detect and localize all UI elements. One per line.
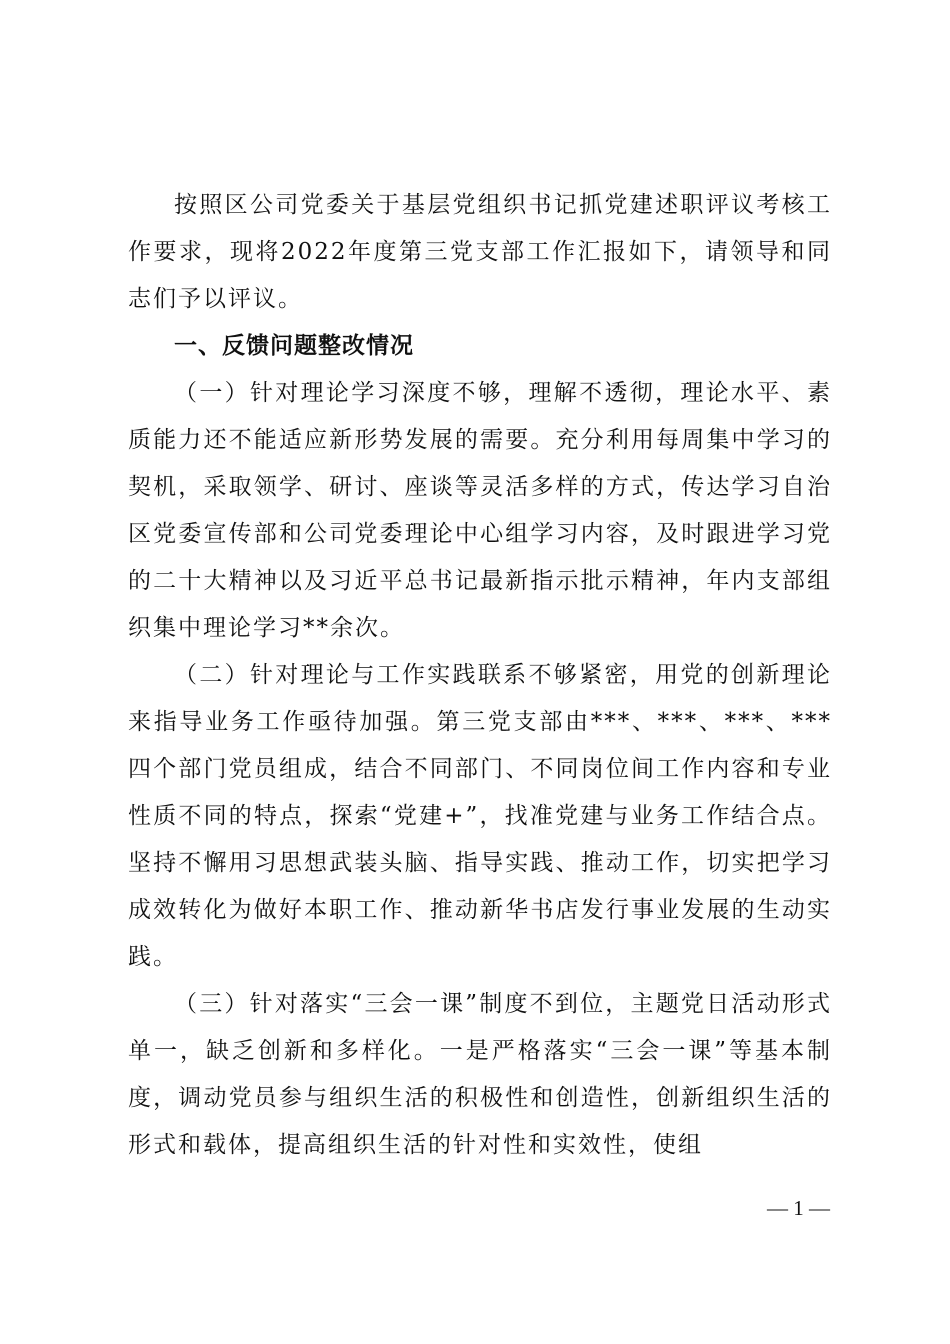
paragraph-3: （三）针对落实“三会一课”制度不到位，主题党日活动形式单一，缺乏创新和多样化。一是严格落实“三会一课”等基本制度，调动党员参与组织生活的积极性和创造性，创新组织生活的形式和载体，提高组织生活的针对性和实效性，使组 [128,991,832,1158]
paragraph-1: （一）针对理论学习深度不够，理解不透彻，理论水平、素质能力还不能适应新形势发展的需要。充分利用每周集中学习的契机，采取领学、研讨、座谈等灵活多样的方式，传达学习自治区党委宣传部和公司党委理论中心组学习内容，及时跟进学习党的二十大精神以及习近平总书记最新指示批示精神，年内支部组织集中理论学习**余次。 [128,380,832,641]
page-number: — 1 — [767,1196,830,1220]
intro-paragraph: 按照区公司党委关于基层党组织书记抓党建述职评议考核工作要求，现将2022年度第三党支部工作汇报如下，请领导和同志们予以评议。 [128,192,832,312]
section-heading: 一、反馈问题整改情况 [174,333,414,359]
paragraph-2: （二）针对理论与工作实践联系不够紧密，用党的创新理论来指导业务工作亟待加强。第三党支部由***、***、***、***四个部门党员组成，结合不同部门、不同岗位间工作内容和专业性质不同的特点，探索“党建+”，找准党建与业务工作结合点。坚持不懈用习思想武装头脑、指导实践、推动工作，切实把学习成效转化为做好本职工作、推动新华书店发行事业发展的生动实践。 [128,662,832,970]
document-body [128,182,832,1169]
